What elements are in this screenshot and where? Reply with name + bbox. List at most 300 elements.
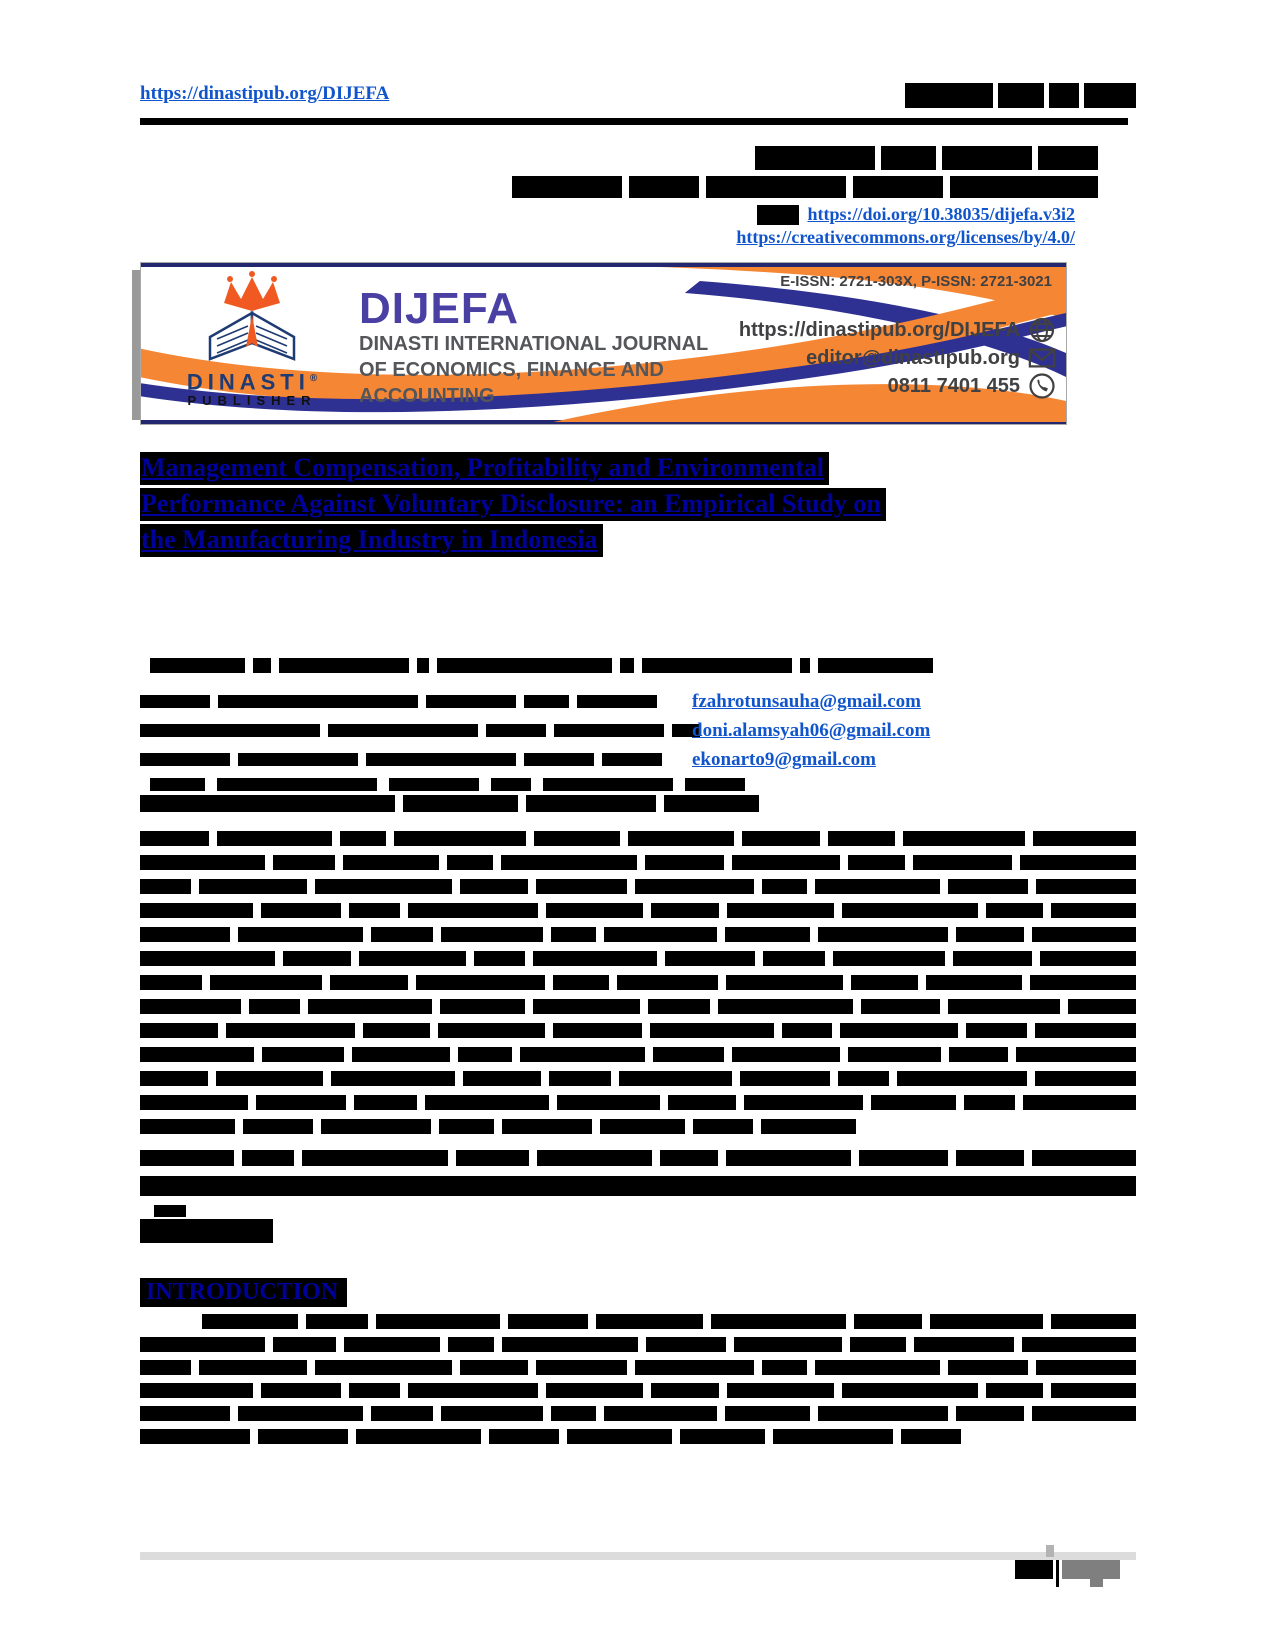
redacted-page-number: [1015, 1560, 1053, 1579]
redaction-line: [140, 795, 1136, 812]
redaction-bar: [680, 1429, 765, 1444]
redaction-bar: [553, 975, 609, 990]
redaction-bar: [726, 975, 844, 990]
redaction-line: [140, 1383, 1136, 1398]
redaction-line: [140, 1176, 1136, 1196]
redaction-bar: [502, 1337, 638, 1352]
redaction-bar: [140, 1429, 250, 1444]
redaction-bar: [859, 1150, 948, 1166]
redaction-bar: [253, 658, 271, 673]
journal-url-link[interactable]: https://dinastipub.org/DIJEFA: [140, 83, 390, 104]
redaction-bar: [256, 1095, 347, 1110]
redaction-bar: [140, 831, 209, 846]
redaction-bar: [905, 83, 993, 108]
redaction-bar: [648, 999, 710, 1014]
publisher-logo: [167, 271, 337, 408]
redaction-bar: [371, 1406, 433, 1421]
footer-scroll-tab: [1046, 1545, 1054, 1557]
redaction-bar: [140, 1406, 230, 1421]
redaction-bar: [486, 724, 546, 737]
redaction-line: [755, 146, 1098, 170]
redaction-bar: [1040, 951, 1136, 966]
redaction-line: [140, 999, 1136, 1014]
authors-block: [140, 658, 1136, 791]
redaction-bar: [440, 999, 525, 1014]
redaction-bar: [763, 951, 825, 966]
redaction-bar: [140, 753, 230, 766]
redaction-bar: [956, 1406, 1024, 1421]
redaction-bar: [861, 999, 940, 1014]
redaction-bar: [417, 658, 429, 673]
redaction-bar: [901, 1429, 961, 1444]
redaction-bar: [1035, 1071, 1136, 1086]
journal-name-line: OF ECONOMICS, FINANCE AND: [359, 359, 664, 381]
redaction-bar: [262, 1047, 344, 1062]
redaction-bar: [394, 831, 526, 846]
journal-acronym: DIJEFA: [359, 284, 520, 333]
author-row: [140, 745, 1136, 774]
redaction-bar: [150, 778, 205, 791]
redaction-bar: [619, 1071, 732, 1086]
redacted-page-word-descender: [1090, 1579, 1103, 1587]
redaction-bar: [403, 795, 518, 812]
redaction-bar: [740, 1071, 830, 1086]
redaction-bar: [651, 903, 719, 918]
redaction-bar: [508, 1314, 587, 1329]
author-email-link[interactable]: fzahrotunsauha@gmail.com: [692, 690, 921, 712]
redaction-bar: [216, 1071, 323, 1086]
redaction-bar: [441, 1406, 543, 1421]
redaction-bar: [727, 903, 835, 918]
redaction-bar: [140, 1071, 208, 1086]
redaction-bar: [140, 1047, 254, 1062]
redaction-bar: [950, 176, 1098, 198]
redaction-bar: [344, 1337, 441, 1352]
redaction-bar: [815, 1360, 940, 1375]
redaction-bar: [441, 927, 543, 942]
redacted-author-affiliation: [140, 724, 692, 737]
redaction-line: [512, 176, 1098, 198]
redaction-line: [905, 83, 1136, 108]
redaction-bar: [635, 1360, 754, 1375]
redaction-bar: [460, 879, 528, 894]
title-line: the Manufacturing Industry in Indonesia: [140, 524, 603, 557]
redaction-bar: [725, 1406, 810, 1421]
redaction-bar: [956, 1150, 1024, 1166]
redaction-bar: [930, 1314, 1043, 1329]
redaction-bar: [533, 951, 657, 966]
redaction-bar: [376, 1314, 500, 1329]
redaction-bar: [330, 975, 408, 990]
redaction-bar: [596, 1314, 703, 1329]
redaction-bar: [762, 1360, 807, 1375]
redaction-bar: [140, 903, 253, 918]
redaction-bar: [1051, 1314, 1136, 1329]
redacted-abstract: [140, 831, 1136, 1134]
redaction-bar: [460, 1360, 528, 1375]
redaction-bar: [742, 831, 820, 846]
redaction-bar: [546, 1383, 642, 1398]
redaction-bar: [283, 951, 351, 966]
redaction-bar: [732, 1047, 841, 1062]
redaction-line: [140, 927, 1136, 942]
redaction-bar: [543, 778, 673, 791]
redaction-line: [140, 1047, 1136, 1062]
redaction-bar: [140, 695, 210, 708]
redaction-bar: [948, 879, 1028, 894]
redaction-bar: [520, 1047, 645, 1062]
scan-edge-strip: [132, 270, 140, 420]
banner-website-row: [739, 316, 1056, 344]
redaction-bar: [881, 146, 936, 170]
header-rule: [140, 118, 1128, 125]
redaction-bar: [1051, 903, 1136, 918]
redaction-bar: [948, 999, 1061, 1014]
redaction-bar: [340, 831, 386, 846]
redaction-bar: [238, 927, 362, 942]
redaction-bar: [833, 951, 946, 966]
redaction-line: [140, 724, 692, 737]
crown-book-logo-icon: [192, 271, 312, 363]
redaction-bar: [903, 831, 1025, 846]
redaction-bar: [217, 831, 332, 846]
redaction-line: [140, 1119, 1136, 1134]
redaction-bar: [914, 1337, 1014, 1352]
redaction-bar: [140, 999, 241, 1014]
redaction-bar: [261, 903, 340, 918]
redaction-bar: [140, 724, 320, 737]
redaction-line: [140, 753, 692, 766]
creative-commons-link[interactable]: https://creativecommons.org/licenses/by/4.0/: [736, 227, 1075, 247]
redaction-bar: [512, 176, 622, 198]
redaction-bar: [838, 1071, 889, 1086]
redaction-bar: [732, 855, 840, 870]
redaction-bar: [650, 1023, 773, 1038]
redaction-bar: [1036, 879, 1136, 894]
redaction-line: [140, 1219, 1136, 1243]
redaction-bar: [371, 927, 433, 942]
redaction-bar: [773, 1429, 893, 1444]
redaction-bar: [706, 176, 846, 198]
redacted-received-dates: [512, 176, 1098, 202]
redaction-bar: [966, 1023, 1028, 1038]
redaction-bar: [218, 695, 418, 708]
banner-phone-row: [739, 372, 1056, 400]
redacted-author-names: [150, 658, 1136, 673]
redaction-bar: [199, 879, 307, 894]
redaction-bar: [249, 999, 300, 1014]
redaction-bar: [711, 1314, 847, 1329]
redaction-line: [140, 879, 1136, 894]
redaction-bar: [140, 951, 275, 966]
redaction-bar: [389, 778, 479, 791]
redaction-bar: [553, 1023, 643, 1038]
redaction-bar: [815, 879, 940, 894]
redaction-bar: [474, 951, 525, 966]
redaction-bar: [660, 1150, 717, 1166]
redaction-line: [140, 951, 1136, 966]
redaction-bar: [140, 1150, 234, 1166]
redaction-bar: [782, 1023, 832, 1038]
redaction-bar: [986, 903, 1043, 918]
banner-email: editor@dinastipub.org: [806, 346, 1020, 369]
redaction-bar: [308, 999, 432, 1014]
redaction-bar: [448, 1337, 493, 1352]
redacted-doi-label: [757, 205, 799, 225]
redaction-bar: [854, 1314, 922, 1329]
redaction-bar: [757, 205, 799, 225]
redaction-bar: [279, 658, 409, 673]
redaction-bar: [567, 1429, 672, 1444]
banner-phone: 0811 7401 455: [887, 374, 1020, 397]
redaction-bar: [352, 1047, 450, 1062]
redaction-bar: [226, 1023, 355, 1038]
journal-name-block: [359, 284, 709, 409]
redaction-bar: [762, 879, 807, 894]
redaction-bar: [744, 1095, 863, 1110]
redaction-bar: [416, 975, 545, 990]
redaction-bar: [331, 1071, 455, 1086]
redaction-bar: [489, 1429, 559, 1444]
redaction-bar: [306, 1314, 368, 1329]
redaction-bar: [328, 724, 478, 737]
redaction-bar: [665, 951, 755, 966]
redaction-bar: [871, 1095, 956, 1110]
globe-icon: [1028, 316, 1056, 344]
redaction-line: [140, 831, 1136, 846]
redaction-bar: [818, 658, 933, 673]
author-row: [140, 687, 1136, 716]
redaction-bar: [617, 975, 718, 990]
redaction-bar: [140, 1219, 273, 1243]
redaction-bar: [140, 855, 265, 870]
redaction-bar: [1023, 1095, 1136, 1110]
redaction-bar: [642, 658, 792, 673]
redaction-bar: [818, 927, 948, 942]
redaction-bar: [551, 927, 596, 942]
redaction-line: [154, 1205, 1136, 1217]
redaction-bar: [140, 1383, 253, 1398]
redaction-bar: [524, 753, 594, 766]
redaction-bar: [1049, 83, 1079, 108]
logo-subtitle: PUBLISHER: [187, 393, 317, 409]
redaction-bar: [949, 1047, 1009, 1062]
redaction-bar: [426, 695, 516, 708]
redacted-corresponding-author: [140, 795, 1136, 812]
redacted-volume-info: [905, 83, 1136, 108]
redaction-bar: [438, 1023, 544, 1038]
redaction-bar: [620, 658, 634, 673]
redacted-introduction-paragraph: [140, 1314, 1136, 1444]
redaction-bar: [140, 879, 191, 894]
redaction-bar: [210, 975, 322, 990]
redaction-bar: [140, 1023, 218, 1038]
redaction-bar: [842, 1383, 978, 1398]
redaction-bar: [458, 1047, 512, 1062]
whatsapp-phone-icon: [1028, 372, 1056, 400]
title-line: Performance Against Voluntary Disclosure: an Empirical Study on: [140, 488, 886, 521]
redaction-bar: [953, 951, 1032, 966]
redaction-bar: [1035, 1023, 1136, 1038]
redaction-bar: [238, 1406, 362, 1421]
redaction-bar: [761, 1119, 856, 1134]
redaction-bar: [668, 1095, 736, 1110]
redaction-bar: [685, 778, 745, 791]
author-email-link[interactable]: ekonarto9@gmail.com: [692, 748, 876, 770]
redaction-bar: [321, 1119, 431, 1134]
issn-line: E-ISSN: 2721-303X, P-ISSN: 2721-3021: [780, 273, 1052, 290]
redaction-bar: [734, 1337, 842, 1352]
redaction-bar: [964, 1095, 1015, 1110]
redaction-bar: [439, 1119, 494, 1134]
redaction-bar: [1032, 1150, 1136, 1166]
banner-contact-block: [739, 273, 1056, 400]
introduction-section: [140, 1278, 347, 1307]
redaction-line: [140, 1360, 1136, 1375]
redaction-bar: [447, 855, 492, 870]
redaction-line: [140, 1429, 1136, 1444]
redaction-bar: [693, 1119, 753, 1134]
logo-title: DINASTI®: [186, 369, 318, 395]
redaction-bar: [536, 1360, 627, 1375]
redaction-bar: [848, 855, 905, 870]
redaction-bar: [998, 83, 1044, 108]
redaction-bar: [1051, 1383, 1136, 1398]
redaction-bar: [755, 146, 875, 170]
redaction-bar: [800, 658, 810, 673]
redaction-bar: [1068, 999, 1136, 1014]
redaction-bar: [635, 879, 754, 894]
redaction-bar: [238, 753, 358, 766]
redaction-bar: [150, 658, 245, 673]
redaction-bar: [725, 927, 810, 942]
redaction-bar: [557, 1095, 659, 1110]
redaction-bar: [828, 831, 895, 846]
redaction-bar: [848, 1047, 940, 1062]
redaction-bar: [549, 1071, 611, 1086]
redaction-bar: [366, 753, 516, 766]
redaction-bar: [261, 1383, 340, 1398]
redaction-line: [140, 1337, 1136, 1352]
redaction-bar: [546, 903, 642, 918]
redaction-bar: [502, 1119, 592, 1134]
redaction-bar: [551, 1406, 596, 1421]
redaction-line: [140, 1150, 1136, 1166]
redaction-bar: [577, 695, 657, 708]
redaction-bar: [140, 1360, 191, 1375]
page-number-badge: [1015, 1560, 1120, 1587]
redaction-bar: [1032, 1406, 1136, 1421]
envelope-icon: [1028, 344, 1056, 372]
redaction-bar: [534, 831, 620, 846]
journal-name-line: DINASTI INTERNATIONAL JOURNAL: [359, 333, 709, 355]
redaction-bar: [600, 1119, 685, 1134]
doi-link[interactable]: https://doi.org/10.38035/dijefa.v3i2: [807, 204, 1075, 224]
redaction-bar: [1038, 146, 1098, 170]
redaction-bar: [840, 1023, 958, 1038]
redaction-line: [140, 1071, 1136, 1086]
redaction-line: [757, 205, 799, 225]
redaction-bar: [628, 831, 734, 846]
redaction-bar: [1036, 1360, 1136, 1375]
redaction-bar: [629, 176, 699, 198]
redaction-bar: [140, 1119, 235, 1134]
redacted-author-affiliation: [140, 695, 692, 708]
journal-name-line: ACCOUNTING: [359, 385, 495, 407]
redaction-bar: [602, 753, 662, 766]
redacted-article-info: [755, 146, 1098, 176]
redaction-bar: [202, 1314, 298, 1329]
redaction-bar: [926, 975, 1021, 990]
redaction-line: [140, 1095, 1136, 1110]
redaction-bar: [1084, 83, 1136, 108]
redacted-author-affiliation: [140, 753, 692, 766]
author-row: [140, 716, 1136, 745]
article-meta: [140, 146, 1136, 248]
redaction-bar: [258, 1429, 348, 1444]
redaction-bar: [349, 1383, 400, 1398]
redaction-line: [140, 903, 1136, 918]
footer-divider-bar: [140, 1552, 1136, 1560]
registered-mark: ®: [309, 373, 318, 384]
redaction-bar: [645, 855, 724, 870]
redaction-bar: [315, 1360, 451, 1375]
redaction-bar: [243, 1119, 313, 1134]
redaction-bar: [217, 778, 377, 791]
redaction-bar: [273, 855, 335, 870]
redaction-line: [140, 855, 1136, 870]
redaction-bar: [140, 1095, 248, 1110]
redaction-bar: [851, 975, 918, 990]
redaction-bar: [140, 795, 395, 812]
redaction-bar: [491, 778, 531, 791]
article-title: [140, 452, 1136, 560]
redaction-bar: [526, 795, 656, 812]
introduction-heading: INTRODUCTION: [140, 1278, 347, 1307]
redaction-bar: [818, 1406, 948, 1421]
redaction-bar: [1022, 1337, 1136, 1352]
redaction-bar: [897, 1071, 1027, 1086]
redaction-bar: [1016, 1047, 1136, 1062]
redaction-bar: [242, 1150, 294, 1166]
redaction-bar: [653, 1047, 724, 1062]
author-email-link[interactable]: doni.alamsyah06@gmail.com: [692, 719, 931, 741]
redaction-line: [140, 1406, 1136, 1421]
journal-banner: [140, 262, 1067, 425]
redaction-bar: [140, 927, 230, 942]
redaction-bar: [425, 1095, 550, 1110]
redacted-author-note: [150, 778, 1136, 791]
redaction-bar: [302, 1150, 448, 1166]
banner-email-row: [739, 344, 1056, 372]
license-row: [736, 227, 1075, 248]
redaction-bar: [456, 1150, 529, 1166]
redaction-bar: [315, 879, 451, 894]
redaction-bar: [349, 903, 400, 918]
banner-website: https://dinastipub.org/DIJEFA: [738, 318, 1020, 341]
redaction-bar: [727, 1383, 835, 1398]
page-badge-divider: [1056, 1560, 1059, 1587]
page-header: [140, 83, 1136, 108]
redaction-bar: [986, 1383, 1043, 1398]
redaction-bar: [604, 1406, 717, 1421]
redaction-bar: [554, 724, 664, 737]
redaction-bar: [354, 1095, 416, 1110]
doi-row: [757, 204, 1075, 225]
redaction-bar: [1020, 855, 1136, 870]
redaction-bar: [356, 1429, 481, 1444]
redaction-bar: [948, 1360, 1028, 1375]
